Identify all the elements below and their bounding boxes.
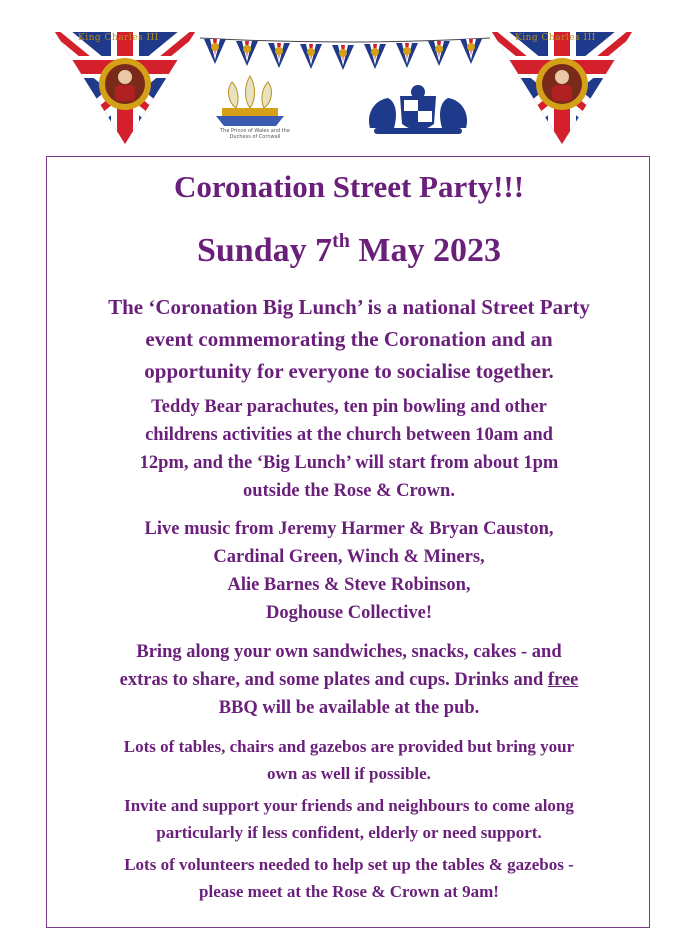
activities-line: 12pm, and the ‘Big Lunch’ will start from about 1pm xyxy=(139,453,559,473)
bunting-icon xyxy=(200,34,490,74)
flag-label-left: King Charles III xyxy=(78,33,159,43)
intro-paragraph xyxy=(47,291,651,387)
invite-paragraph xyxy=(47,792,651,846)
invite-line: Invite and support your friends and neighbours to come along xyxy=(124,796,574,815)
bring-paragraph xyxy=(47,638,651,722)
music-paragraph xyxy=(47,515,651,627)
volunteers-paragraph xyxy=(47,851,651,905)
tables-paragraph xyxy=(47,733,651,787)
activities-line: outside the Rose & Crown. xyxy=(243,481,455,501)
union-jack-portrait-flag-left xyxy=(55,32,195,147)
bring-line: BBQ will be available at the pub. xyxy=(218,698,480,718)
intro-line: event commemorating the Coronation and an xyxy=(145,327,553,351)
activities-line: Teddy Bear parachutes, ten pin bowling and other xyxy=(151,397,547,417)
feathers-caption: The Prince of Wales and the Duchess of Cornwall xyxy=(220,128,290,140)
intro-line: The ‘Coronation Big Lunch’ is a national Street Party xyxy=(108,295,590,319)
union-jack-portrait-flag-right xyxy=(492,32,632,147)
volunteers-line: please meet at the Rose & Crown at 9am! xyxy=(199,882,499,901)
activities-paragraph xyxy=(47,393,651,505)
prince-of-wales-feathers-icon xyxy=(210,72,290,128)
poster-title: Coronation Street Party!!! xyxy=(173,169,525,204)
tables-line: Lots of tables, chairs and gazebos are provided but bring your xyxy=(123,737,575,756)
music-line: Alie Barnes & Steve Robinson, xyxy=(227,575,471,595)
poster-panel xyxy=(46,156,650,928)
volunteers-line: Lots of volunteers needed to help set up the tables & gazebos - xyxy=(124,855,574,874)
music-line: Doghouse Collective! xyxy=(266,603,432,623)
music-line: Cardinal Green, Winch & Miners, xyxy=(213,547,485,567)
intro-line: opportunity for everyone to socialise together. xyxy=(144,359,554,383)
date-rest: May 2023 xyxy=(349,232,502,269)
header-decoration xyxy=(0,0,688,160)
tables-line: own as well if possible. xyxy=(267,764,431,783)
event-date xyxy=(47,229,651,273)
activities-line: childrens activities at the church between 10am and xyxy=(145,425,553,445)
music-line: Live music from Jeremy Harmer & Bryan Causton, xyxy=(144,519,554,539)
invite-line: particularly if less confident, elderly or need support. xyxy=(156,823,542,842)
flag-label-right: King Charles III xyxy=(515,33,596,43)
royal-coat-of-arms-icon xyxy=(360,84,476,136)
free-emphasis: free xyxy=(547,670,579,690)
bring-line: Bring along your own sandwiches, snacks, cakes - and xyxy=(136,642,562,662)
date-suffix: th xyxy=(332,230,350,252)
bring-line: extras to share, and some plates and cups. Drinks and xyxy=(119,670,548,690)
date-day: Sunday 7 xyxy=(196,232,333,269)
